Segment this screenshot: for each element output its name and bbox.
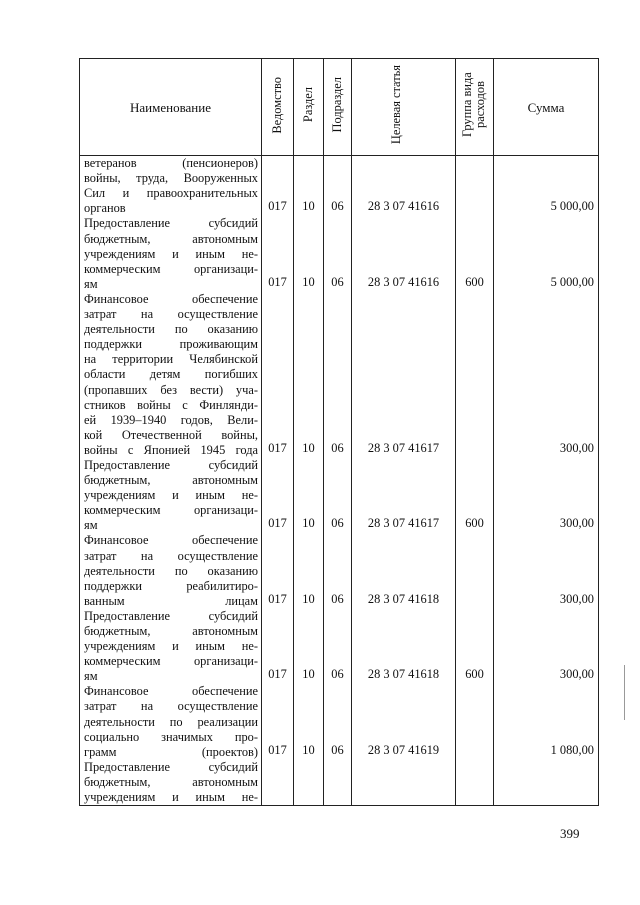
- header-section: Раздел: [294, 59, 324, 156]
- name-line: ветеранов (пенсионеров): [84, 156, 258, 171]
- name-line: грамм (проектов): [84, 744, 258, 759]
- cell-subsection: 06: [324, 458, 352, 533]
- cell-target-article: 28 3 07 41616: [352, 156, 456, 217]
- header-subsection: Подраздел: [324, 59, 352, 156]
- scan-edge-mark: [624, 665, 625, 720]
- name-line: стников войны с Финлянди-: [84, 397, 258, 412]
- name-line: Сил и правоохранительных: [84, 186, 258, 201]
- name-line: коммерческим организаци-: [84, 654, 258, 669]
- name-line: войны, труда, Вооруженных: [84, 171, 258, 186]
- cell-target-article: [352, 760, 456, 806]
- name-line: затрат на осуществление: [84, 699, 258, 714]
- name-line: бюджетным, автономным: [84, 774, 258, 789]
- header-name: Наименование: [80, 59, 262, 156]
- name-line: кой Отечественной войны,: [84, 427, 258, 442]
- cell-department: 017: [262, 684, 294, 759]
- table-row: [80, 609, 599, 684]
- cell-section: 10: [294, 292, 324, 458]
- cell-subsection: 06: [324, 684, 352, 759]
- name-line: ей 1939–1940 годов, Вели-: [84, 412, 258, 427]
- cell-department: [262, 760, 294, 806]
- cell-subsection: 06: [324, 609, 352, 684]
- name-line: затрат на осуществление: [84, 307, 258, 322]
- name-line: учреждениям и иным не-: [84, 488, 258, 503]
- name-line: Предоставление субсидий: [84, 759, 258, 774]
- cell-amount: 300,00: [494, 609, 599, 684]
- table-row: [80, 216, 599, 291]
- table-row: [80, 156, 599, 217]
- name-line: ям: [84, 276, 98, 291]
- cell-department: 017: [262, 156, 294, 217]
- cell-expense-group: 600: [456, 458, 494, 533]
- cell-expense-group: [456, 684, 494, 759]
- name-line: учреждениям и иным не-: [84, 246, 258, 261]
- name-line: социально значимых про-: [84, 729, 258, 744]
- cell-target-article: 28 3 07 41617: [352, 292, 456, 458]
- cell-name: [80, 156, 262, 217]
- cell-subsection: 06: [324, 216, 352, 291]
- name-line: Финансовое обеспечение: [84, 291, 258, 306]
- cell-expense-group: 600: [456, 216, 494, 291]
- budget-table: [79, 58, 599, 806]
- cell-amount: 300,00: [494, 292, 599, 458]
- cell-amount: 5 000,00: [494, 156, 599, 217]
- cell-department: 017: [262, 292, 294, 458]
- name-line: ям: [84, 669, 98, 684]
- name-line: деятельности по оказанию: [84, 322, 258, 337]
- cell-amount: 5 000,00: [494, 216, 599, 291]
- name-line: на территории Челябинской: [84, 352, 258, 367]
- table-row: [80, 684, 599, 759]
- cell-subsection: 06: [324, 533, 352, 608]
- table-row: [80, 533, 599, 608]
- cell-subsection: 06: [324, 292, 352, 458]
- cell-target-article: 28 3 07 41616: [352, 216, 456, 291]
- name-line: Финансовое обеспечение: [84, 684, 258, 699]
- name-line: ям: [84, 518, 98, 533]
- page-number: 399: [560, 826, 580, 841]
- cell-department: 017: [262, 458, 294, 533]
- cell-section: 10: [294, 458, 324, 533]
- name-line: бюджетным, автономным: [84, 473, 258, 488]
- cell-section: [294, 760, 324, 806]
- cell-target-article: 28 3 07 41618: [352, 533, 456, 608]
- name-line: затрат на осуществление: [84, 548, 258, 563]
- table-header: [80, 59, 599, 156]
- cell-name: [80, 533, 262, 608]
- cell-amount: [494, 760, 599, 806]
- name-line: бюджетным, автономным: [84, 231, 258, 246]
- name-line: Предоставление субсидий: [84, 216, 258, 231]
- header-target-article: Целевая статья: [352, 59, 456, 156]
- name-line: деятельности по оказанию: [84, 563, 258, 578]
- cell-section: 10: [294, 156, 324, 217]
- name-line: учреждениям и иным не-: [84, 790, 258, 805]
- table-row: [80, 292, 599, 458]
- name-line: Предоставление субсидий: [84, 608, 258, 623]
- name-line: учреждениям и иным не-: [84, 639, 258, 654]
- cell-amount: 300,00: [494, 458, 599, 533]
- cell-target-article: 28 3 07 41619: [352, 684, 456, 759]
- table-row: [80, 760, 599, 806]
- cell-expense-group: [456, 156, 494, 217]
- name-line: Предоставление субсидий: [84, 457, 258, 472]
- cell-target-article: 28 3 07 41618: [352, 609, 456, 684]
- name-line: (пропавших без вести) уча-: [84, 382, 258, 397]
- name-line: органов: [84, 201, 126, 216]
- cell-department: 017: [262, 216, 294, 291]
- cell-expense-group: 600: [456, 609, 494, 684]
- name-line: коммерческим организаци-: [84, 503, 258, 518]
- cell-department: 017: [262, 609, 294, 684]
- cell-name: [80, 760, 262, 806]
- table-row: [80, 458, 599, 533]
- cell-section: 10: [294, 609, 324, 684]
- cell-amount: 1 080,00: [494, 684, 599, 759]
- cell-name: [80, 292, 262, 458]
- name-line: бюджетным, автономным: [84, 624, 258, 638]
- name-line: ванным лицам: [84, 593, 258, 608]
- header-expense-group: Группа вида расходов: [456, 59, 494, 156]
- table-body: [80, 156, 599, 806]
- cell-name: [80, 216, 262, 291]
- name-line: области детям погибших: [84, 367, 258, 382]
- cell-target-article: 28 3 07 41617: [352, 458, 456, 533]
- name-line: поддержки проживающим: [84, 337, 258, 352]
- header-amount: Сумма: [494, 59, 599, 156]
- cell-subsection: [324, 760, 352, 806]
- cell-subsection: 06: [324, 156, 352, 217]
- cell-section: 10: [294, 533, 324, 608]
- cell-name: [80, 458, 262, 533]
- cell-department: 017: [262, 533, 294, 608]
- name-line: поддержки реабилитиро-: [84, 578, 258, 593]
- name-line: Финансовое обеспечение: [84, 533, 258, 548]
- cell-section: 10: [294, 684, 324, 759]
- cell-name: [80, 684, 262, 759]
- header-department: Ведомство: [262, 59, 294, 156]
- cell-expense-group: [456, 760, 494, 806]
- name-line: войны с Японией 1945 года: [84, 442, 258, 457]
- cell-section: 10: [294, 216, 324, 291]
- cell-name: [80, 609, 262, 684]
- cell-amount: 300,00: [494, 533, 599, 608]
- cell-expense-group: [456, 533, 494, 608]
- name-line: коммерческим организаци-: [84, 261, 258, 276]
- name-line: деятельности по реализации: [84, 714, 258, 729]
- cell-expense-group: [456, 292, 494, 458]
